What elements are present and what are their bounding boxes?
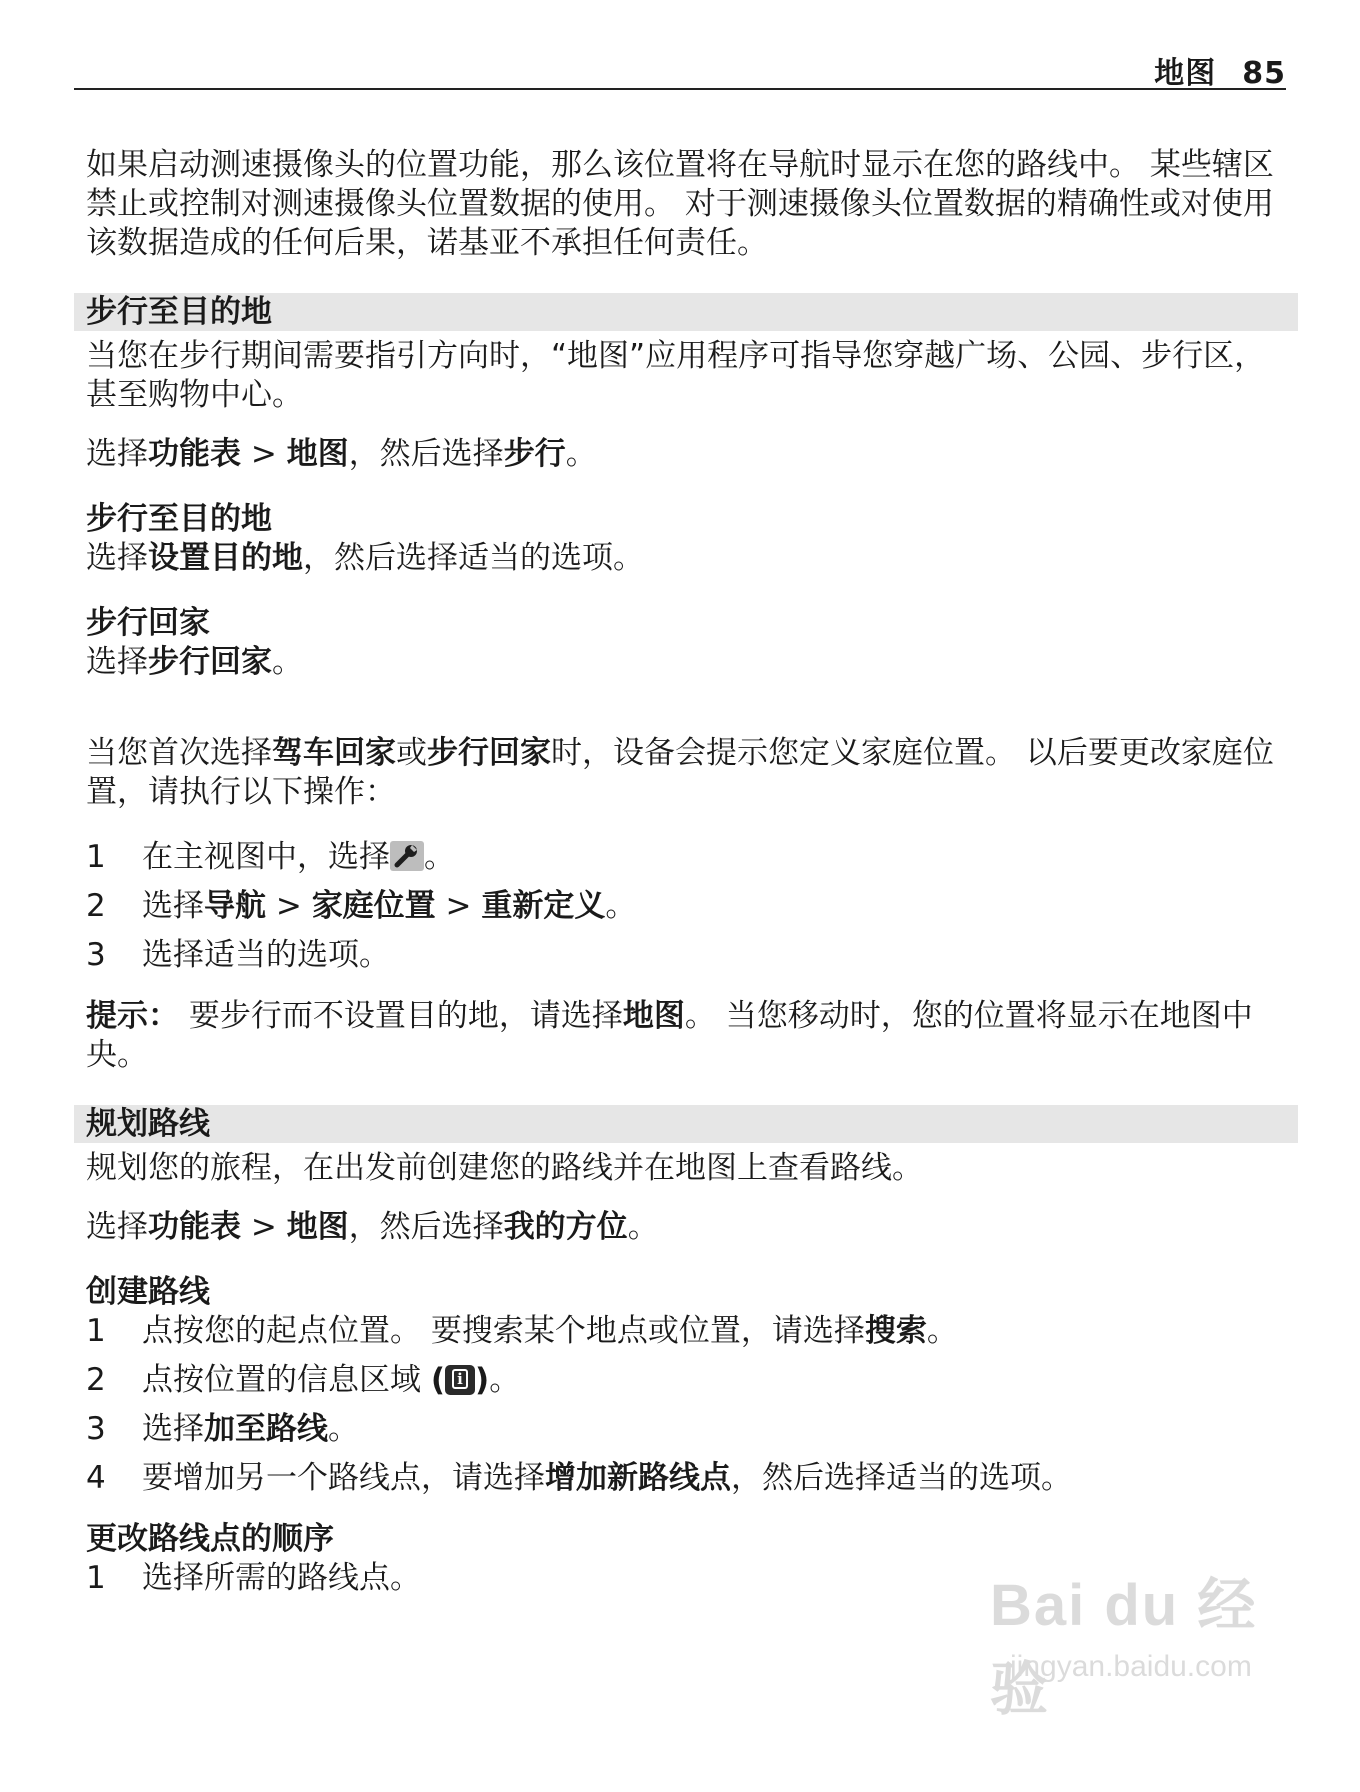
menu-label: 功能表 xyxy=(148,436,241,472)
text: 要增加另一个路线点，请选择 xyxy=(142,1460,545,1496)
page-number: 85 xyxy=(1242,56,1286,91)
subheading-reorder-route-points: 更改路线点的顺序 xyxy=(86,1521,334,1557)
separator: > xyxy=(241,436,287,472)
my-position-label: 我的方位 xyxy=(503,1209,628,1245)
text: 选择所需的路线点。 xyxy=(142,1560,421,1596)
create-route-steps xyxy=(86,1312,1286,1498)
step-number: 3 xyxy=(86,1411,106,1447)
text: 或 xyxy=(396,735,427,771)
separator: > xyxy=(241,1209,287,1245)
text: 选择 xyxy=(86,1209,148,1245)
watermark-logo: Bai du 经验 xyxy=(990,1573,1258,1722)
text: 。 xyxy=(605,888,637,924)
text: 时，设备会提示您定义家庭位置。 以后要更改家庭位置，请执行以下操作： xyxy=(86,735,1274,810)
wrench-icon xyxy=(390,841,424,871)
paren: ) xyxy=(475,1362,490,1398)
separator: > xyxy=(435,888,482,924)
set-destination-label: 设置目的地 xyxy=(148,540,303,576)
list-item xyxy=(86,936,1286,975)
list-item xyxy=(86,887,1286,926)
home-location-paragraph xyxy=(86,734,1286,812)
text: ，然后选择 xyxy=(348,1209,504,1245)
paren: ( xyxy=(430,1362,446,1398)
redefine-label: 重新定义 xyxy=(481,888,606,924)
intro-paragraph: 如果启动测速摄像头的位置功能，那么该位置将在导航时显示在您的路线中。 某些辖区禁止或控制对测速摄像头位置数据的使用。 对于测速摄像头位置数据的精确性或对使用该数据造成的任何后果，诺基亚不承担任何责任。 xyxy=(86,147,1274,261)
drive-home-label: 驾车回家 xyxy=(272,735,396,771)
plan-description: 规划您的旅程，在出发前创建您的路线并在地图上查看路线。 xyxy=(86,1150,923,1186)
text: 要步行而不设置目的地，请选择 xyxy=(179,998,623,1034)
text: 选择 xyxy=(86,540,148,576)
list-item xyxy=(86,1410,1286,1449)
walk-home-label: 步行回家 xyxy=(427,735,551,771)
search-label: 搜索 xyxy=(864,1313,927,1349)
text: 。 xyxy=(926,1313,958,1349)
running-head xyxy=(1154,48,1286,92)
text: 点按位置的信息区域 xyxy=(142,1362,431,1398)
walk-dest-instruction xyxy=(86,539,1286,578)
text: 点按您的起点位置。 要搜索某个地点或位置，请选择 xyxy=(142,1313,865,1349)
text: ，然后选择适当的选项。 xyxy=(731,1460,1072,1496)
step-number: 2 xyxy=(86,888,106,924)
header-title: 地图 xyxy=(1154,56,1217,91)
section-heading-walk: 步行至目的地 xyxy=(74,293,1298,331)
list-item xyxy=(86,1361,1286,1400)
text: 选择 xyxy=(142,888,204,924)
walk-home-instruction xyxy=(86,643,1286,682)
section-heading-plan-route: 规划路线 xyxy=(74,1105,1298,1143)
text: ，然后选择适当的选项。 xyxy=(303,540,644,576)
add-to-route-label: 加至路线 xyxy=(204,1411,328,1447)
navigation-label: 导航 xyxy=(204,888,266,924)
text: 当您首次选择 xyxy=(86,735,272,771)
menu-label: 功能表 xyxy=(148,1209,241,1245)
step-number: 3 xyxy=(86,937,106,973)
text: 。 当您移动时，您的位置将显示在地图中央。 xyxy=(86,998,1253,1073)
step-number: 2 xyxy=(86,1362,106,1398)
separator: > xyxy=(266,888,312,924)
list-item xyxy=(86,1459,1286,1498)
maps-label: 地图 xyxy=(286,1209,349,1245)
page-content xyxy=(86,146,1286,1608)
page-header xyxy=(74,46,1286,90)
text: 。 xyxy=(272,644,303,680)
list-item xyxy=(86,838,1286,877)
step-number: 4 xyxy=(86,1460,106,1496)
maps-label: 地图 xyxy=(286,436,349,472)
step-number: 1 xyxy=(86,839,106,875)
home-location-label: 家庭位置 xyxy=(311,888,436,924)
tip-paragraph xyxy=(86,997,1286,1075)
text: 选择 xyxy=(86,644,148,680)
step-number: 1 xyxy=(86,1560,106,1596)
plan-select-instruction xyxy=(86,1208,1286,1247)
text: 。 xyxy=(565,436,597,472)
subheading-walk-home: 步行回家 xyxy=(86,605,210,641)
text: 。 xyxy=(627,1209,659,1245)
walk-label: 步行 xyxy=(503,436,566,472)
baidu-watermark xyxy=(990,1558,1290,1722)
walk-home-label: 步行回家 xyxy=(148,644,272,680)
subheading-create-route: 创建路线 xyxy=(86,1274,210,1310)
home-steps-list xyxy=(86,838,1286,975)
tip-label: 提示： xyxy=(86,998,179,1034)
text: 。 xyxy=(328,1411,359,1447)
walk-description: 当您在步行期间需要指引方向时，“地图”应用程序可指导您穿越广场、公园、步行区，甚至购物中心。 xyxy=(86,338,1266,413)
watermark-url: jingyan.baidu.com xyxy=(1010,1650,1252,1683)
maps-label: 地图 xyxy=(622,998,685,1034)
text: 。 xyxy=(489,1362,521,1398)
text: 选择适当的选项。 xyxy=(142,937,390,973)
text: 选择 xyxy=(86,436,148,472)
walk-select-instruction xyxy=(86,435,1286,474)
text: 在主视图中，选择 xyxy=(142,839,390,875)
list-item xyxy=(86,1312,1286,1351)
info-icon: i xyxy=(445,1365,475,1395)
text: 选择 xyxy=(142,1411,204,1447)
text: 。 xyxy=(424,839,455,875)
subheading-walk-to-destination: 步行至目的地 xyxy=(86,501,272,537)
step-number: 1 xyxy=(86,1313,106,1349)
text: ，然后选择 xyxy=(348,436,504,472)
add-route-point-label: 增加新路线点 xyxy=(545,1460,731,1496)
